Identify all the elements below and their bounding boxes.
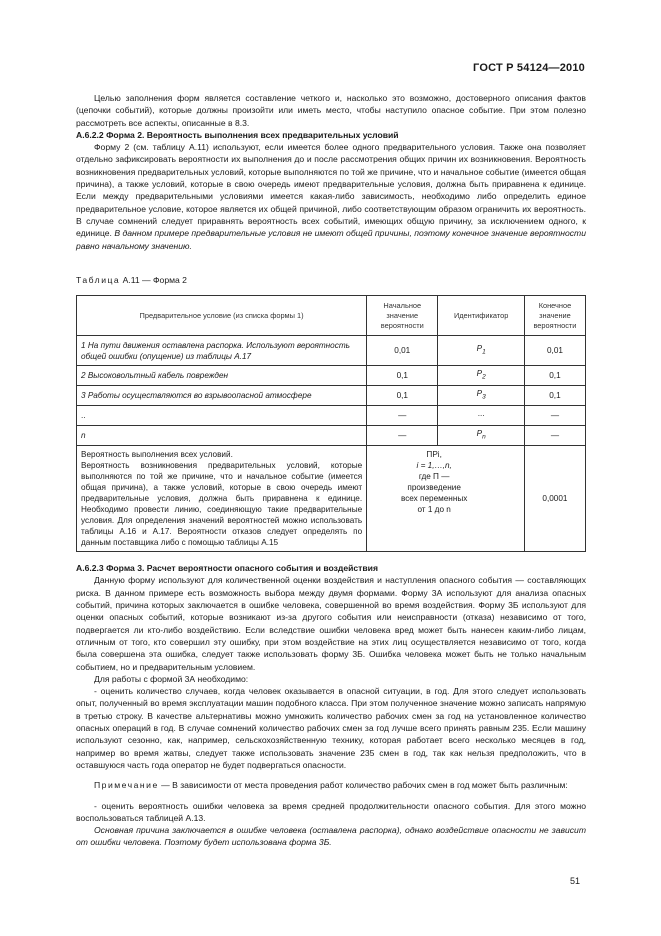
summary-value: 0,0001	[524, 446, 585, 552]
section-622-paragraph	[76, 141, 586, 252]
note-text: — В зависимости от места проведения работ количество рабочих смен в год может быть различным:	[158, 780, 568, 791]
section-622-text: Форму 2 (см. таблицу А.11) используют, если имеется более одного предварительного условия. Также она позволяет отдельно зафиксировать вероятности их выполнения до и после рассмотрения общих причин их возникновения. Вероятность возникновения предварительных условий, которые выполняются по той же причине, что и начальное событие (имеется общая причина), а также условий, которые в свою очередь имеют предварительные условия, должна быть приравнена к единице. Если между предварительными условиями имеется какая-либо зависимость, необходимо либо определить единое предварительное условие, которое является их общей причиной, либо соответствующим образом ограничить их вероятность. В случае сомнений следует приравнять вероятность всех событий, имеющих общую причину, за исключением одного, к единице.	[76, 142, 586, 239]
row-condition: n	[77, 426, 367, 446]
row-condition: ..	[77, 406, 367, 426]
row-final: —	[524, 406, 585, 426]
formula-range: i = 1,…,n,	[416, 461, 452, 471]
header-condition: Предварительное условие (из списка формы 1)	[77, 296, 367, 336]
row-condition: 1 На пути движения оставлена распорка. Используют вероятность общей ошибки (опущение) из таблицы А.17	[77, 336, 367, 366]
row-final: 0,01	[524, 336, 585, 366]
row-condition: 3 Работы осуществляются во взрывоопасной атмосфере	[77, 386, 367, 406]
row-condition: 2 Высоковольтный кабель поврежден	[77, 366, 367, 386]
section-623-note	[76, 779, 586, 791]
page-content	[76, 92, 586, 849]
table-caption	[76, 274, 586, 286]
document-header: ГОСТ Р 54124—2010	[473, 62, 585, 74]
row-identifier: $P_2$	[438, 366, 525, 386]
summary-text-cell	[77, 446, 367, 552]
table-row	[77, 366, 586, 386]
intro-paragraph: Целью заполнения форм является составление четкого и, насколько это возможно, достоверного описания фактов (цепочки событий), которые должны произойти или иметь место, чтобы наступило опасное событие. При этом полезно рассмотреть все аспекты, описанные в 8.3.	[76, 93, 586, 128]
section-622-italic: В данном примере предварительные условия не имеют общей причины, поэтому конечное значение вероятности равно начальному значению.	[76, 228, 586, 251]
row-final: 0,1	[524, 366, 585, 386]
header-final: Конечное значение вероятности	[524, 296, 585, 336]
section-622-title: А.6.2.2 Форма 2. Вероятность выполнения всех предварительных условий	[76, 129, 399, 140]
table-row	[77, 386, 586, 406]
section-623-p5: Основная причина заключается в ошибке человека (оставлена распорка), однако воздействие опасности не зависит от ошибки человека. Поэтому будет использована форма 3Б.	[76, 825, 586, 848]
row-final: —	[524, 426, 585, 446]
header-identifier: Идентификатор	[438, 296, 525, 336]
table-row	[77, 336, 586, 366]
table-header-row	[77, 296, 586, 336]
table-row	[77, 426, 586, 446]
row-identifier: ...	[438, 406, 525, 426]
row-initial: —	[367, 406, 438, 426]
table-caption-label: Таблица	[76, 274, 121, 285]
row-identifier: $P_n$	[438, 426, 525, 446]
table-caption-rest: А.11 — Форма 2	[120, 274, 187, 285]
formula-explanation: где Π — произведение всех переменных от 1 до n	[400, 472, 468, 515]
summary-formula-cell	[367, 446, 525, 552]
form-2-table	[76, 295, 586, 552]
note-label: Примечание	[94, 780, 159, 791]
section-623-title: А.6.2.3 Форма 3. Расчет вероятности опасного события и воздействия	[76, 563, 378, 574]
table-row	[77, 406, 586, 426]
table-summary-row	[77, 446, 586, 552]
header-initial: Начальное значение вероятности	[367, 296, 438, 336]
row-identifier: $P_1$	[438, 336, 525, 366]
page-number: 51	[570, 876, 581, 886]
row-initial: —	[367, 426, 438, 446]
section-623-p4: - оценить вероятность ошибки человека за время средней продолжительности опасного события. Для этого можно воспользоваться таблицей А.13.	[76, 800, 586, 823]
section-623-p3: - оценить количество случаев, когда человек оказывается в опасной ситуации, в год. Для этого следует использовать опыт, полученный во время эксплуатации машин подобного класса. При этом полученное значение можно записать напрямую в третью строку. В качестве альтернативы можно умножить количество рабочих смен за год на установленное количество опасных операций в год. В случае сомнений количество рабочих смен за год лучше всего принять равным 235. Если машину используют сезонно, как, например, сельскохозяйственную технику, которая работает всего несколько месяцев в год, например во время жатвы, следует также использовать значение 235 смен в год, так как нельзя предположить, что в оставшуюся часть года оператор не будет подвергаться опасности.	[76, 686, 586, 770]
summary-line-1: Вероятность выполнения всех условий.	[81, 450, 233, 460]
row-identifier: $P_3$	[438, 386, 525, 406]
row-initial: 0,1	[367, 386, 438, 406]
row-final: 0,1	[524, 386, 585, 406]
section-623-p1: Данную форму используют для количественной оценки воздействия и наступления опасного события — составляющих риска. В данном примере есть возможность выбора между двумя формами. Форму 3А используют для анализа опасных событий, причина которых заключается в ошибке человека, совершенной во время воздействия. Форму 3Б используют для оценки опасных событий, которые возникают из-за другого события или неисправности (отказа) независимо от того, подвергается ли кто-либо воздействию. Если вследствие ошибки человека вред может быть нанесен каким-либо лицам, отличным от того, кто совершил эту ошибку, при этом воздействие на этих лиц осуществляется независимо от того, когда была совершена эта ошибка, следует также использовать форму 3Б. Ошибка человека может быть не только начальным событием, но и предварительным условием.	[76, 575, 586, 672]
row-initial: 0,1	[367, 366, 438, 386]
row-initial: 0,01	[367, 336, 438, 366]
section-623-p2: Для работы с формой 3А необходимо:	[94, 673, 249, 684]
formula-product: ΠPi,	[426, 450, 442, 460]
summary-text: Вероятность возникновения предварительных условий, которые выполняются по той же причине, что и начальное событие (имеется общая причина), а также условий, которые в свою очередь имеют предварительные условия, должна быть приравнена к единице. Необходимо провести линию, соединяющую такие предварительные условия. Для определения значений вероятностей можно использовать таблицы А.16 и А.17. Вероятности отказов следует определять по данным поставщика либо с помощью таблицы А.15	[81, 461, 363, 548]
